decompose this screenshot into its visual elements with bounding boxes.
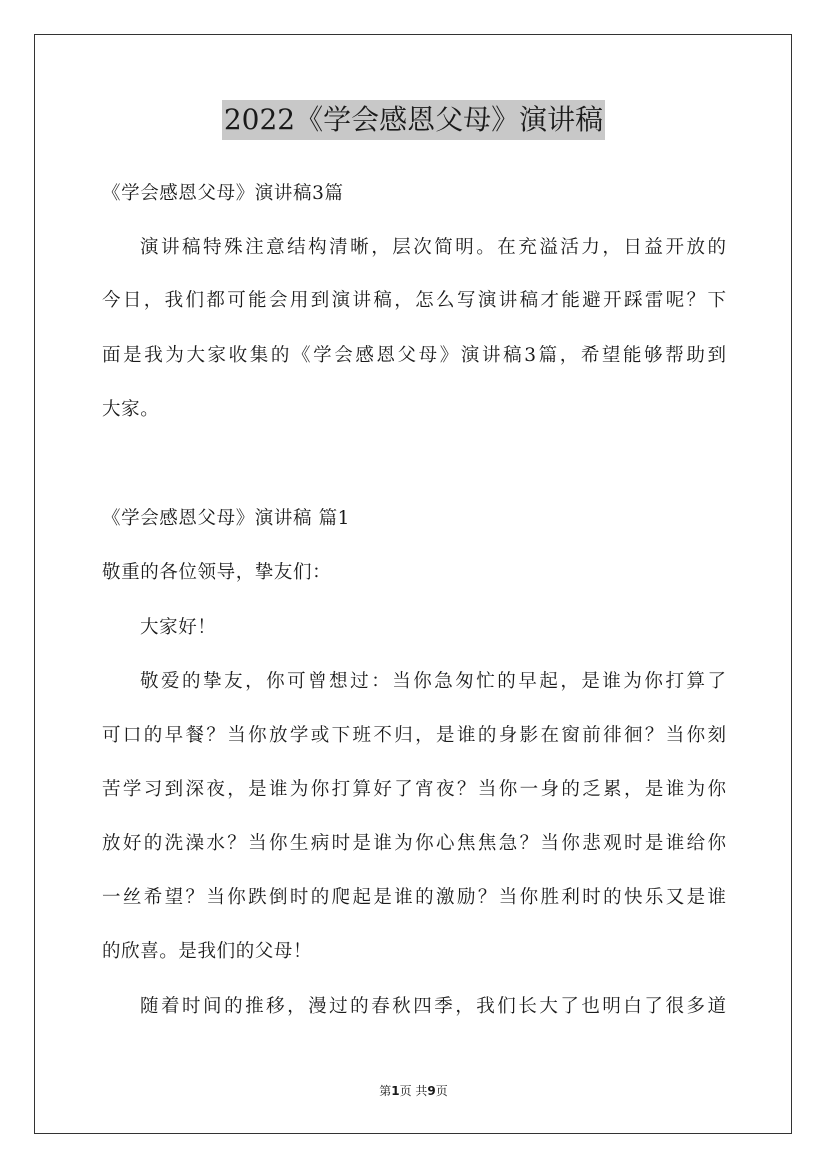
section-heading: 《学会感恩父母》演讲稿 篇1: [102, 508, 351, 529]
paragraph-line: 敬爱的挚友，你可曾想过：当你急匆忙的早起，是谁为你打算了: [140, 671, 726, 692]
document-title: 2022《学会感恩父母》演讲稿: [222, 100, 605, 140]
paragraph-line: 随着时间的推移，漫过的春秋四季，我们长大了也明白了很多道: [140, 996, 726, 1017]
intro-line: 面是我为大家收集的《学会感恩父母》演讲稿3篇，希望能够帮助到: [102, 345, 726, 366]
paragraph-line: 可口的早餐？当你放学或下班不归，是谁的身影在窗前徘徊？当你刻: [102, 725, 726, 746]
intro-line: 大家。: [102, 399, 160, 420]
intro-line: 演讲稿特殊注意结构清晰，层次简明。在充溢活力，日益开放的: [140, 237, 726, 258]
paragraph-line: 一丝希望？当你跌倒时的爬起是谁的激励？当你胜利时的快乐又是谁: [102, 887, 726, 908]
page-suffix: 页: [435, 1084, 448, 1098]
paragraph-line: 放好的洗澡水？当你生病时是谁为你心焦焦急？当你悲观时是谁给你: [102, 833, 726, 854]
page-total: 9: [427, 1084, 436, 1098]
page-prefix: 第: [379, 1084, 392, 1098]
intro-line: 今日，我们都可能会用到演讲稿，怎么写演讲稿才能避开踩雷呢？下: [102, 290, 726, 311]
paragraph-line: 苦学习到深夜，是谁为你打算好了宵夜？当你一身的乏累，是谁为你: [102, 779, 726, 800]
greeting: 大家好！: [140, 617, 217, 638]
paragraph-line: 的欣喜。是我们的父母！: [102, 941, 313, 962]
page-footer: [0, 1083, 827, 1099]
title-wrapper: [0, 100, 827, 140]
page-current: 1: [391, 1084, 400, 1098]
salutation: 敬重的各位领导，挚友们：: [102, 562, 332, 583]
document-subtitle: 《学会感恩父母》演讲稿3篇: [102, 183, 344, 204]
page-mid: 页 共: [399, 1084, 428, 1098]
